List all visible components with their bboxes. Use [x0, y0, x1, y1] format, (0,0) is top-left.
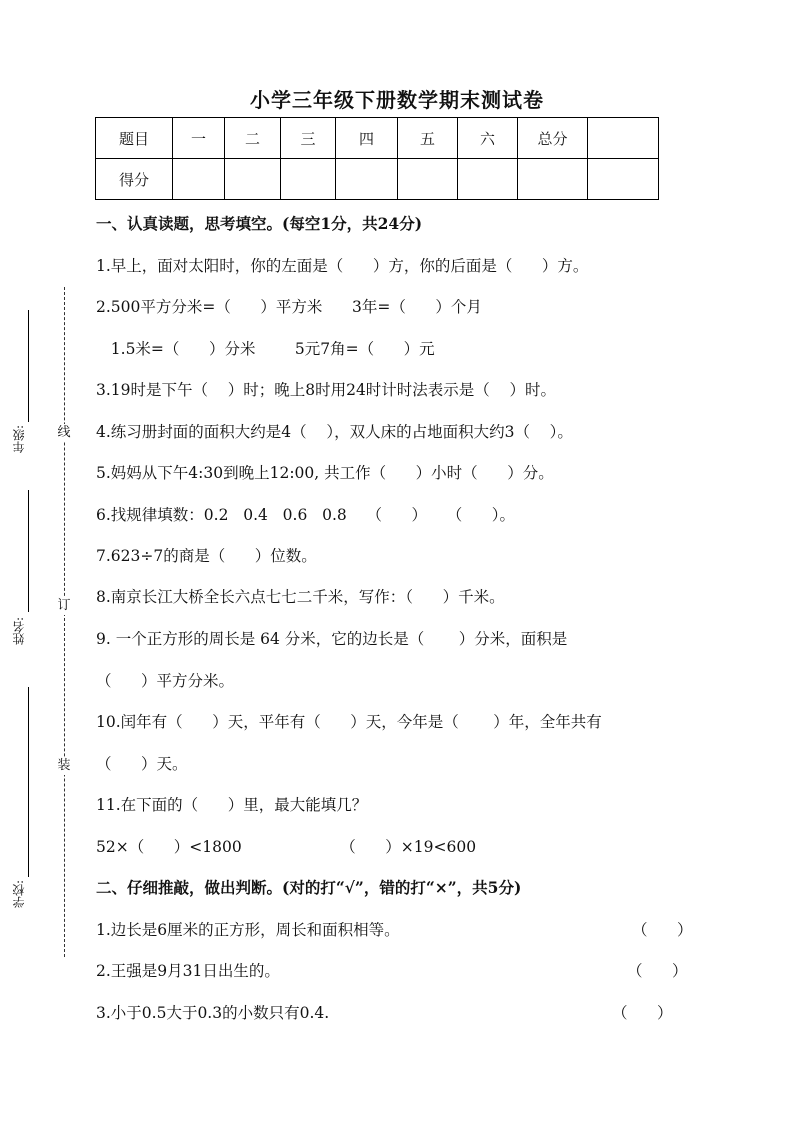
name-label: 姓名:	[12, 617, 26, 646]
score-cell	[336, 159, 398, 200]
score-cell	[225, 159, 281, 200]
score-cell	[588, 159, 659, 200]
school-label: 学校:	[12, 880, 26, 909]
question-line: 1.5米=（ ）分米 5元7角=（ ）元	[96, 340, 435, 358]
question-line: 1.早上，面对太阳时，你的左面是（ ）方，你的后面是（ ）方。	[96, 257, 589, 275]
question-line: 9. 一个正方形的周长是 64 分米，它的边长是（ ）分米，面积是	[96, 630, 568, 648]
score-cell	[518, 159, 588, 200]
school-write-line	[28, 687, 29, 877]
question-line: 5.妈妈从下午4:30到晚上12:00, 共工作（ ）小时（ ）分。	[96, 464, 554, 482]
binding-char-zhuang: 装	[55, 757, 73, 775]
grade-label: 年级:	[12, 425, 26, 454]
grade-write-line	[28, 310, 29, 422]
score-header-cell: 题目	[96, 118, 173, 159]
question-line: 4.练习册封面的面积大约是4（ ），双人床的占地面积大约3（ ）。	[96, 423, 573, 441]
score-cell	[281, 159, 336, 200]
section-2-heading: 二、仔细推敲，做出判断。(对的打“√”，错的打“×”，共5分)	[96, 878, 522, 897]
score-header-cell: 四	[336, 118, 398, 159]
score-header-cell: 一	[173, 118, 225, 159]
score-table-score-row	[96, 159, 659, 200]
question-line: 10.闰年有（ ）天，平年有（ ）天，今年是（ ）年，全年共有	[96, 713, 602, 731]
judgment-item: 1.边长是6厘米的正方形，周长和面积相等。	[96, 921, 400, 939]
question-line: 11.在下面的（ ）里，最大能填几？	[96, 796, 368, 814]
page-title: 小学三年级下册数学期末测试卷	[250, 88, 544, 112]
answer-paren: （ ）	[627, 962, 688, 980]
question-line: 52×（ ）<1800 （ ）×19<600	[96, 838, 477, 856]
answer-paren: （ ）	[612, 1004, 673, 1022]
binding-dashed-line	[64, 287, 65, 957]
question-line: 6.找规律填数：0.2 0.4 0.6 0.8 （ ） （ ）。	[96, 506, 516, 524]
question-line: 3.19时是下午（ ）时；晚上8时用24时计时法表示是（ ）时。	[96, 381, 557, 399]
score-header-cell: 三	[281, 118, 336, 159]
judgment-item: 3.小于0.5大于0.3的小数只有0.4.	[96, 1004, 330, 1022]
binding-char-ding: 订	[55, 597, 73, 615]
answer-paren: （ ）	[632, 921, 693, 939]
score-cell	[458, 159, 518, 200]
name-write-line	[28, 490, 29, 612]
score-cell	[398, 159, 458, 200]
question-line: （ ）天。	[96, 755, 188, 773]
score-row-label: 得分	[96, 159, 173, 200]
question-line: （ ）平方分米。	[96, 672, 235, 690]
judgment-item: 2.王强是9月31日出生的。	[96, 962, 280, 980]
score-table	[95, 117, 659, 200]
binding-char-xian: 线	[55, 424, 73, 442]
score-header-cell: 五	[398, 118, 458, 159]
score-table-header-row	[96, 118, 659, 159]
question-line: 2.500平方分米=（ ）平方米 3年=（ ）个月	[96, 298, 482, 316]
question-line: 8.南京长江大桥全长六点七七二千米，写作：（ ）千米。	[96, 588, 505, 606]
score-header-cell: 二	[225, 118, 281, 159]
question-line: 7.623÷7的商是（ ）位数。	[96, 547, 317, 565]
score-header-cell: 六	[458, 118, 518, 159]
score-cell	[173, 159, 225, 200]
score-header-cell: 总分	[518, 118, 588, 159]
score-header-cell	[588, 118, 659, 159]
section-1-heading: 一、认真读题，思考填空。(每空1分，共24分)	[96, 214, 423, 233]
